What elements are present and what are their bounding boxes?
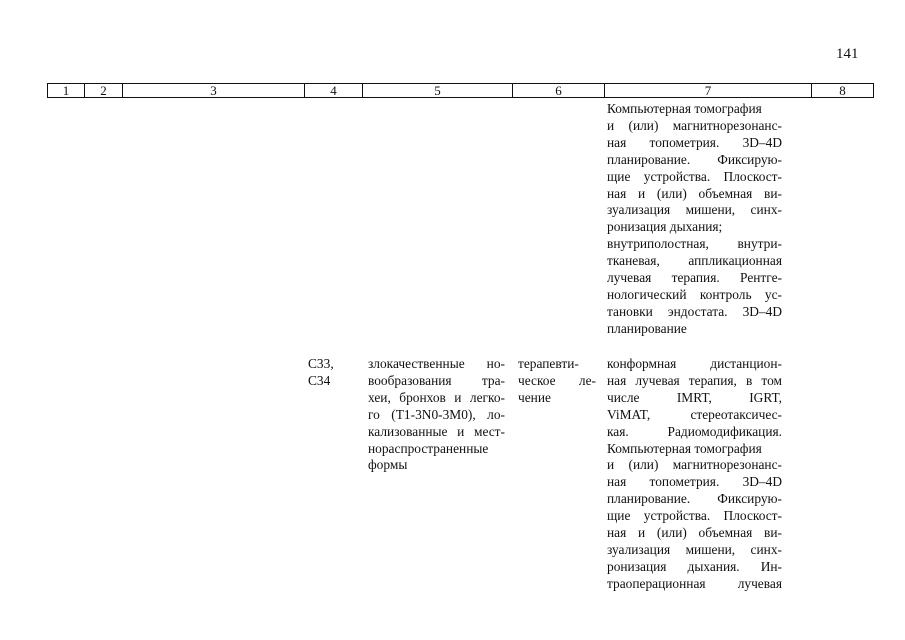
header-col-5: 5 <box>362 84 512 97</box>
header-col-2: 2 <box>84 84 122 97</box>
row2-col4-icd-codes: C33, C34 <box>308 356 334 388</box>
header-col-1: 1 <box>62 83 70 98</box>
header-col-7: 7 <box>604 84 811 97</box>
row2-col6-treatment-type: терапевти- ческое ле- чение <box>518 356 596 405</box>
table-header-row <box>47 83 874 98</box>
header-col-3: 3 <box>122 84 304 97</box>
header-col-8: 8 <box>811 84 873 97</box>
header-col-6: 6 <box>512 84 604 97</box>
page-number: 141 <box>836 46 859 62</box>
row2-col7-method-text: конформная дистанцион- ная лучевая терапия, в том числе IMRT, IGRT, ViMAT, стереотаксичес- кая. Радиомодификация. Компьютерная томография и (или) магнитнорезонанс- ная топометрия. 3D–4D планирование. Фиксирую- щие устройства. Плоскост- ная и (или) объемная ви- зуализация мишени, синх- ронизация дыхания. Ин- траоперационная лучевая <box>607 356 782 591</box>
row2-col5-diagnosis: злокачественные но- вообразования тра- хеи, бронхов и легко- го (T1-3N0-3M0), ло- кализованные и мест- нораспространенные формы <box>368 356 505 473</box>
row1-col7-method-text: Компьютерная томография и (или) магнитнорезонанс- ная топометрия. 3D–4D планирование. Фиксирую- щие устройства. Плоскост- ная и (или) объемная ви- зуализация мишени, синх- ронизация дыхания; внутриполостная, внутри- тканевая, аппликационная лучевая терапия. Рентге- нологический контроль ус- тановки эндостата. 3D–4D планирование <box>607 101 782 336</box>
header-col-4: 4 <box>304 84 362 97</box>
